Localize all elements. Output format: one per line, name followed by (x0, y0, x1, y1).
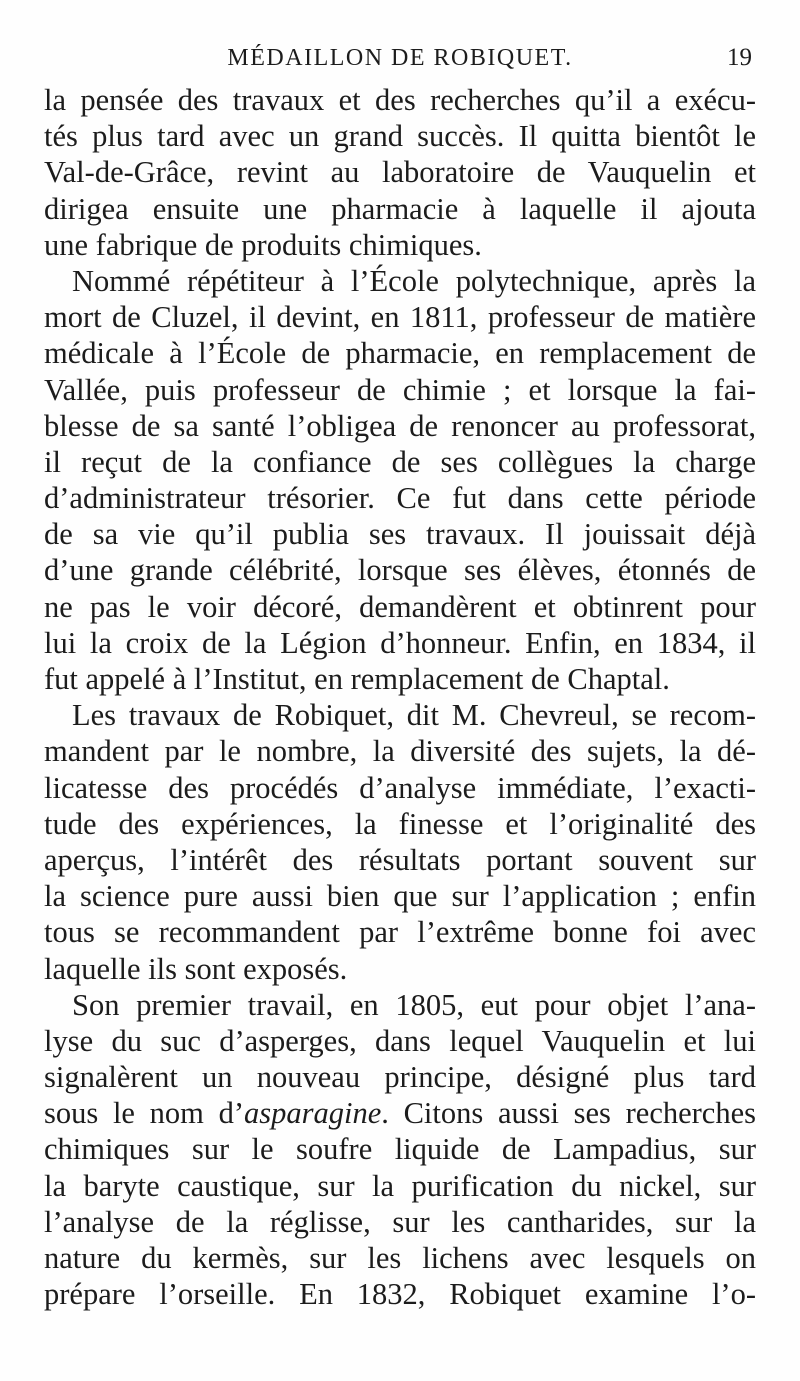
text-line: tous se recommandent par l’extrême bonne foi avec (44, 915, 756, 950)
text-line: lyse du suc d’asperges, dans lequel Vauquelin et lui (44, 1023, 756, 1058)
italic-term: asparagine (244, 1096, 382, 1131)
text-line: laquelle ils sont exposés. (44, 951, 348, 986)
text-line: lui la croix de la Légion d’honneur. Enfin, en 1834, il (44, 625, 756, 660)
text-line: Son premier travail, en 1805, eut pour objet l’ana- (72, 987, 756, 1022)
text-line (44, 1095, 756, 1131)
text-line: tude des expériences, la finesse et l’originalité des (44, 806, 756, 841)
text-line: mandent par le nombre, la diversité des sujets, la dé- (44, 734, 756, 769)
text-line: ne pas le voir décoré, demandèrent et obtinrent pour (44, 589, 756, 624)
text-line: la baryte caustique, sur la purification du nickel, sur (44, 1168, 756, 1203)
text-line: Les travaux de Robiquet, dit M. Chevreul, se recom- (72, 698, 756, 733)
text-line: médicale à l’École de pharmacie, en remplacement de (44, 336, 756, 371)
page-number: 19 (727, 44, 752, 71)
text-line: licatesse des procédés d’analyse immédiate, l’exacti- (44, 770, 756, 805)
text-line: Nommé répétiteur à l’École polytechnique, après la (72, 263, 756, 298)
text-line: Vallée, puis professeur de chimie ; et lorsque la fai- (44, 372, 756, 407)
text-line: de sa vie qu’il publia ses travaux. Il jouissait déjà (44, 517, 756, 552)
text-line: signalèrent un nouveau principe, désigné plus tard (44, 1060, 756, 1095)
text-line: fut appelé à l’Institut, en remplacement de Chaptal. (44, 662, 670, 696)
text-line: d’administrateur trésorier. Ce fut dans cette période (44, 481, 756, 516)
text-line: il reçut de la confiance de ses collègues la charge (44, 444, 756, 479)
text-line: dirigea ensuite une pharmacie à laquelle il ajouta (44, 191, 756, 226)
text-line: Val-de-Grâce, revint au laboratoire de Vauquelin et (44, 155, 756, 190)
text-line: tés plus tard avec un grand succès. Il quitta bientôt le (44, 119, 756, 154)
text-line: chimiques sur le soufre liquide de Lampadius, sur (44, 1132, 756, 1167)
text-line: la pensée des travaux et des recherches qu’il a exécu- (44, 83, 756, 117)
text-line: une fabrique de produits chimiques. (44, 227, 482, 262)
text-line: d’une grande célébrité, lorsque ses élèves, étonnés de (44, 553, 756, 588)
text-line: aperçus, l’intérêt des résultats portant souvent sur (44, 842, 756, 877)
text-line: blesse de sa santé l’obligea de renoncer au professorat, (44, 408, 756, 443)
text-line: l’analyse de la réglisse, sur les cantharides, sur la (44, 1204, 756, 1239)
running-head (44, 38, 756, 78)
text-line: prépare l’orseille. En 1832, Robiquet examine l’o- (44, 1277, 756, 1312)
text-line: la science pure aussi bien que sur l’application ; enfin (44, 879, 756, 914)
text-run: . Citons aussi ses recherches (381, 1096, 756, 1131)
body-text (44, 82, 756, 1312)
text-line: nature du kermès, sur les lichens avec lesquels on (44, 1241, 756, 1275)
text-line: mort de Cluzel, il devint, en 1811, professeur de matière (44, 300, 756, 335)
text-run: sous le nom d’ (44, 1096, 244, 1131)
running-title: MÉDAILLON DE ROBIQUET. (227, 45, 573, 71)
